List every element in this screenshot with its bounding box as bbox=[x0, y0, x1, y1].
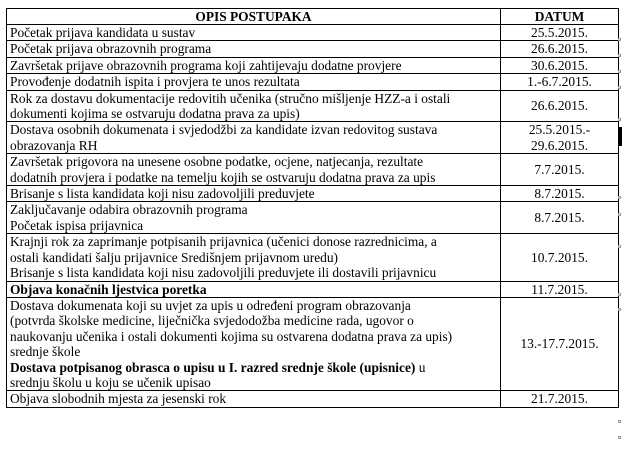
description-line: Početak prijava kandidata u sustav bbox=[10, 25, 196, 40]
description-line: Provođenje dodatnih ispita i provjera te unos rezultata bbox=[10, 74, 300, 90]
procedure-date bbox=[501, 122, 619, 154]
description-line: naukovanju učenika i ostali dokumenti kojima su ostvarena dodatna prava za upis) bbox=[10, 328, 453, 344]
date-line: 26.6.2015. bbox=[531, 41, 588, 57]
table-row bbox=[7, 41, 619, 57]
description-line: Rok za dostavu dokumentacije redovitih učenika (stručno mišljenje HZZ-a i ostali bbox=[10, 90, 451, 106]
row-end-marker bbox=[618, 196, 621, 199]
date-line: 13.-17.7.2015. bbox=[520, 336, 599, 352]
description-line: Završetak prijave obrazovnih programa koji zahtijevaju dodatne provjere bbox=[10, 57, 402, 73]
procedure-date bbox=[501, 234, 619, 281]
table-row bbox=[7, 234, 619, 281]
description-column-header: OPIS POSTUPAKA bbox=[7, 9, 501, 25]
row-end-marker bbox=[618, 245, 621, 248]
procedure-description bbox=[7, 25, 501, 41]
date-column-header: DATUM bbox=[501, 9, 619, 25]
date-line: 26.6.2015. bbox=[531, 98, 588, 114]
date-line: 30.6.2015. bbox=[531, 57, 588, 73]
row-end-marker bbox=[618, 70, 621, 73]
procedure-date bbox=[501, 297, 619, 390]
description-line: Krajnji rok za zaprimanje potpisanih prijavnica (učenici donose razrednicima, a bbox=[10, 234, 437, 250]
row-end-marker bbox=[618, 86, 621, 89]
table-row bbox=[7, 186, 619, 202]
procedure-date bbox=[501, 391, 619, 407]
table-header-row bbox=[7, 9, 619, 25]
description-line bbox=[10, 360, 497, 375]
description-line: Brisanje s lista kandidata koji nisu zadovoljili preduvjete bbox=[10, 186, 315, 202]
description-line: (potvrda školske medicine, liječnička svjedodožba medicine rada, ugovor o bbox=[10, 313, 414, 329]
date-line: 29.6.2015. bbox=[531, 137, 588, 153]
procedure-description bbox=[7, 297, 501, 390]
table-row bbox=[7, 281, 619, 297]
procedure-description bbox=[7, 41, 501, 57]
description-line: ostali kandidati šalju prijavnice Središnjem prijavnom uredu) bbox=[10, 249, 338, 265]
description-line: Brisanje s lista kandidata koji nisu zadovoljili preduvjete ili dostavili prijavnicu bbox=[10, 265, 437, 281]
procedure-description bbox=[7, 281, 501, 297]
description-line: Zaključavanje odabira obrazovnih programa bbox=[10, 202, 248, 218]
date-line: 10.7.2015. bbox=[531, 249, 588, 265]
description-line: srednju školu u koju se učenik upisao bbox=[10, 374, 211, 390]
date-line: 25.5.2015.- bbox=[528, 122, 591, 138]
date-line: 7.7.2015. bbox=[534, 161, 585, 177]
table-row bbox=[7, 90, 619, 122]
procedure-description bbox=[7, 90, 501, 122]
date-line: 1.-6.7.2015. bbox=[527, 74, 592, 90]
row-end-marker bbox=[618, 38, 621, 41]
procedure-date bbox=[501, 57, 619, 73]
row-end-marker bbox=[618, 118, 621, 121]
table-row bbox=[7, 391, 619, 407]
row-end-marker bbox=[618, 436, 621, 439]
description-line: dokumenti kojima se ostvaruju dodatna prava za upis) bbox=[10, 106, 300, 122]
row-end-marker bbox=[618, 420, 621, 423]
procedure-description bbox=[7, 74, 501, 90]
date-line: 25.5.2015. bbox=[531, 25, 588, 40]
schedule-table bbox=[6, 8, 619, 408]
description-line: obrazovanja RH bbox=[10, 137, 98, 153]
row-end-marker bbox=[618, 308, 621, 311]
bold-description-text: Dostava potpisanog obrasca o upisu u I. razred srednje škole (upisnice) bbox=[10, 359, 416, 375]
procedure-description bbox=[7, 154, 501, 186]
procedure-description bbox=[7, 391, 501, 407]
table-row bbox=[7, 202, 619, 234]
table-row bbox=[7, 74, 619, 90]
date-line: 8.7.2015. bbox=[534, 210, 585, 226]
description-line: Dostava dokumenata koji su uvjet za upis u određeni program obrazovanja bbox=[10, 297, 411, 313]
description-line: Objava konačnih ljestvica poretka bbox=[10, 281, 207, 297]
description-line: dodatnih provjera i podatke na temelju kojih se ostvaruju dodatna prava za upis bbox=[10, 169, 436, 185]
procedure-description bbox=[7, 202, 501, 234]
procedure-date bbox=[501, 90, 619, 122]
table-row bbox=[7, 122, 619, 154]
procedure-description bbox=[7, 57, 501, 73]
table-row bbox=[7, 297, 619, 390]
procedure-description bbox=[7, 122, 501, 154]
description-line: srednje škole bbox=[10, 344, 81, 360]
procedure-description bbox=[7, 234, 501, 281]
description-line: Početak ispisa prijavnica bbox=[10, 217, 144, 233]
row-end-marker bbox=[618, 213, 621, 216]
description-line: Završetak prigovora na unesene osobne podatke, ocjene, natjecanja, rezultate bbox=[10, 154, 424, 170]
procedure-description bbox=[7, 186, 501, 202]
procedure-date bbox=[501, 74, 619, 90]
date-line: 8.7.2015. bbox=[534, 186, 585, 202]
procedure-date bbox=[501, 25, 619, 41]
procedure-date bbox=[501, 41, 619, 57]
table-row bbox=[7, 154, 619, 186]
description-line: Dostava osobnih dokumenata i svjedodžbi za kandidate izvan redovitog sustava bbox=[10, 122, 438, 138]
procedure-date bbox=[501, 186, 619, 202]
procedure-date bbox=[501, 202, 619, 234]
procedure-date bbox=[501, 281, 619, 297]
table-row bbox=[7, 57, 619, 73]
date-line: 21.7.2015. bbox=[531, 391, 588, 407]
row-end-marker bbox=[618, 293, 621, 296]
row-end-marker bbox=[618, 54, 621, 57]
description-line: Početak prijava obrazovnih programa bbox=[10, 41, 212, 57]
date-line: 11.7.2015. bbox=[531, 281, 588, 297]
side-bar-mark bbox=[619, 127, 622, 146]
table-row bbox=[7, 25, 619, 41]
description-tail-text: u bbox=[415, 359, 426, 375]
description-line: Objava slobodnih mjesta za jesenski rok bbox=[10, 391, 227, 407]
procedure-date bbox=[501, 154, 619, 186]
